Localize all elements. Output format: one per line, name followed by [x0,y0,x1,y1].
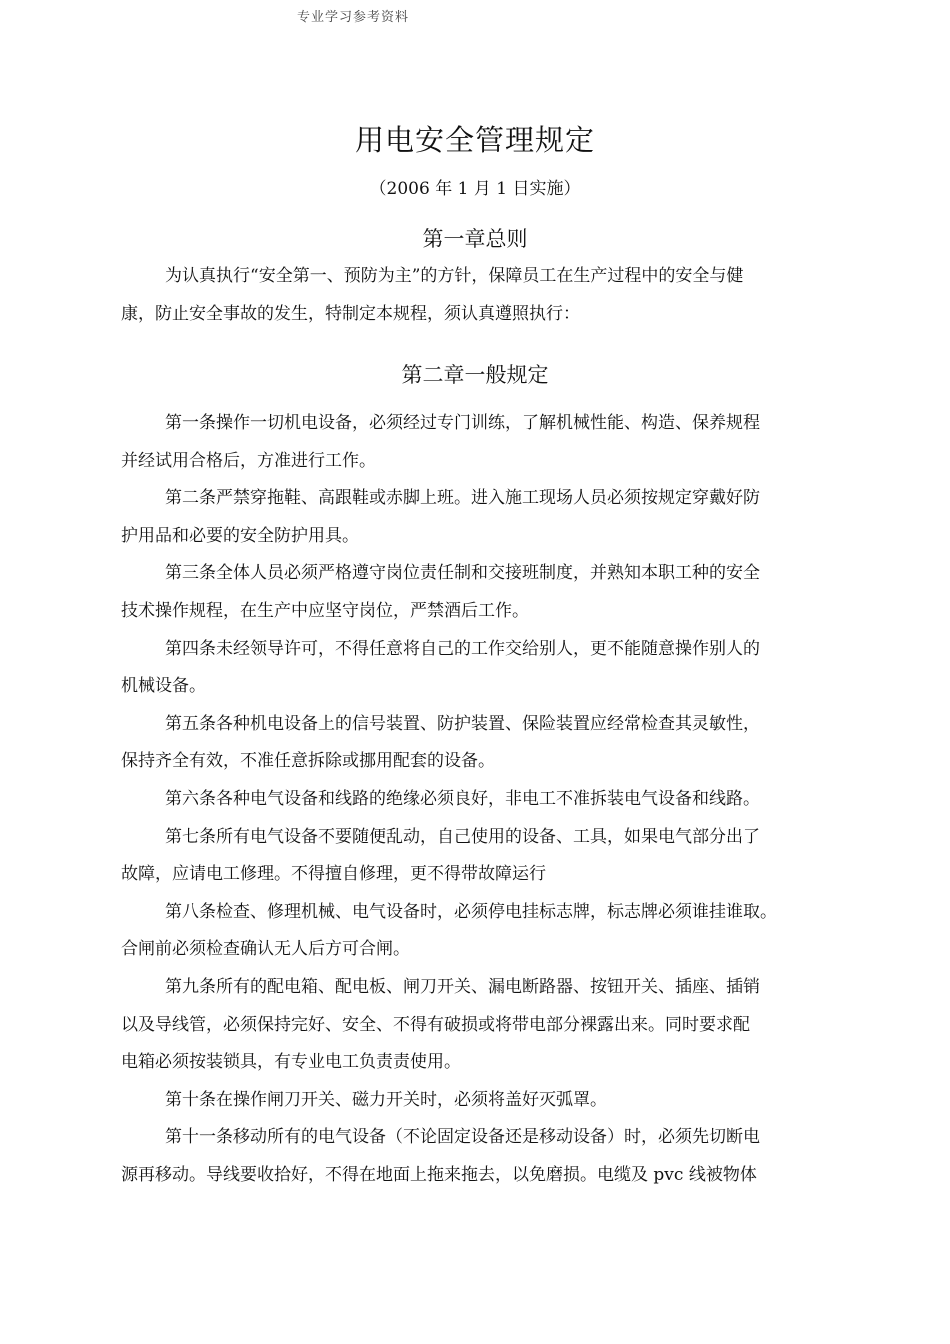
paragraph-line: 机械设备。 [121,676,206,697]
paragraph-line: 第十条在操作闸刀开关、磁力开关时，必须将盖好灭弧罩。 [165,1089,607,1110]
article-8 [121,894,841,969]
article-3 [121,555,841,630]
paragraph-line: 源再移动。导线要收拾好，不得在地面上拖来拖去，以免磨损。电缆及 pvc 线被物体 [121,1164,757,1185]
article-5 [121,706,841,781]
paragraph-line: 第一条操作一切机电设备，必须经过专门训练，了解机械性能、构造、保养规程 [165,413,760,433]
paragraph-line: 为认真执行“安全第一、预防为主”的方针，保障员工在生产过程中的安全与健 [165,266,744,286]
paragraph-line: 第四条未经领导许可，不得任意将自己的工作交给别人，更不能随意操作别人的 [165,638,760,659]
paragraph-line: 并经试用合格后，方准进行工作。 [121,450,376,471]
header-note: 专业学习参考资料 [297,10,410,25]
document-title: 用电安全管理规定 [354,123,595,157]
paragraph-line: 第三条全体人员必须严格遵守岗位责任制和交接班制度，并熟知本职工种的安全 [165,563,760,584]
paragraph-line: 第五条各种机电设备上的信号装置、防护装置、保险装置应经常检查其灵敏性， [165,713,760,734]
chapter-1-heading: 第一章总则 [422,227,528,251]
paragraph-line: 第二条严禁穿拖鞋、高跟鞋或赤脚上班。进入施工现场人员必须按规定穿戴好防 [165,488,760,509]
article-10 [121,1082,841,1120]
chapter-2-body [121,405,841,1194]
paragraph-line: 第九条所有的配电箱、配电板、闸刀开关、漏电断路器、按钮开关、插座、插销 [165,976,760,997]
paragraph-line: 合闸前必须检查确认无人后方可合闸。 [121,939,410,960]
paragraph-line: 第六条各种电气设备和线路的绝缘必须良好，非电工不准拆装电气设备和线路。 [165,788,760,809]
paragraph-line: 第七条所有电气设备不要随便乱动，自己使用的设备、工具，如果电气部分出了 [165,826,760,847]
paragraph-line: 技术操作规程，在生产中应坚守岗位，严禁酒后工作。 [121,600,529,621]
paragraph-line: 电箱必须按装锁具，有专业电工负责责使用。 [121,1052,461,1073]
chapter-1-body [121,258,841,333]
paragraph-line: 第十一条移动所有的电气设备（不论固定设备还是移动设备）时，必须先切断电 [165,1127,760,1148]
paragraph-line: 故障，应请电工修理。不得擅自修理，更不得带故障运行 [121,864,546,885]
paragraph-line: 第八条检查、修理机械、电气设备时，必须停电挂标志牌，标志牌必须谁挂谁取。 [165,901,777,922]
article-2 [121,480,841,555]
article-7 [121,819,841,894]
article-11 [121,1119,841,1194]
paragraph-line: 保持齐全有效，不准任意拆除或挪用配套的设备。 [121,751,495,772]
paragraph-line: 以及导线管，必须保持完好、安全、不得有破损或将带电部分裸露出来。同时要求配 [121,1014,750,1035]
paragraph-line: 康，防止安全事故的发生，特制定本规程，须认真遵照执行： [121,303,580,324]
article-4 [121,631,841,706]
article-6 [121,781,841,819]
document-subtitle: （2006 年 1 月 1 日实施） [369,179,581,199]
article-9 [121,969,841,1082]
article-1 [121,405,841,480]
chapter-2-heading: 第二章一般规定 [401,363,549,387]
chapter-1-paragraph [121,258,841,333]
paragraph-line: 护用品和必要的安全防护用具。 [121,525,359,546]
